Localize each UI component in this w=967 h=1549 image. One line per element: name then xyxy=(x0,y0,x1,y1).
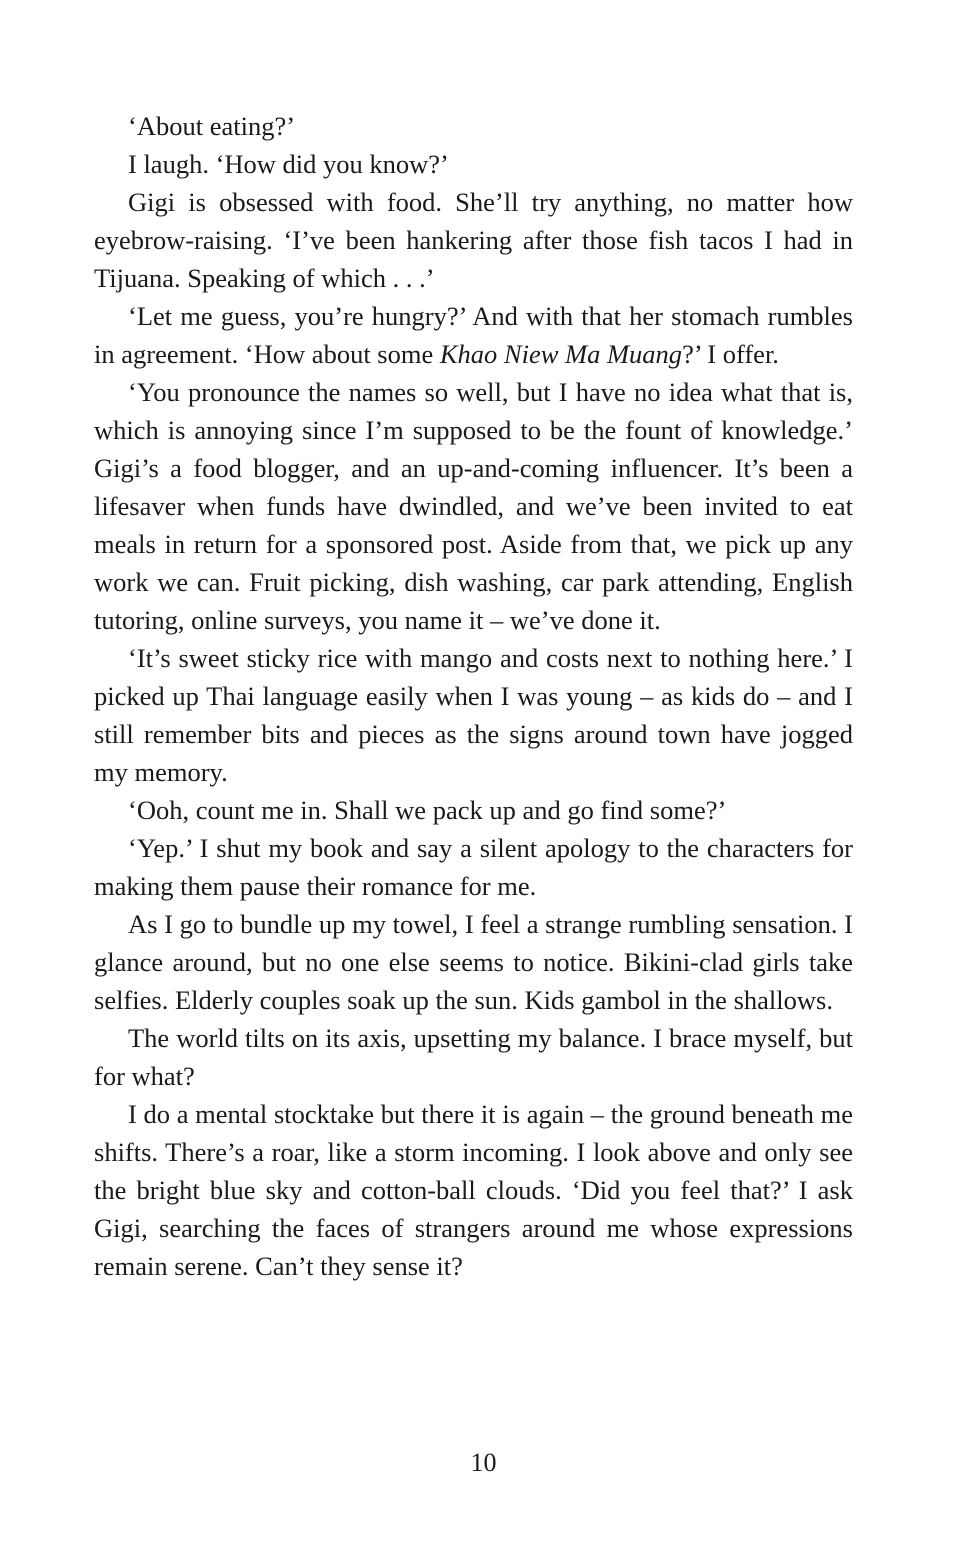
paragraph: ‘You pronounce the names so well, but I have no idea what that is, which is annoying since I’m supposed to be the fount of knowledge.’ Gigi’s a food blogger, and an up-and-coming influencer. It’s been a lifesaver when funds have dwindled, and we’ve been invited to eat meals in return for a sponsored post. Aside from that, we pick up any work we can. Fruit picking, dish washing, car park attending, English tutoring, online surveys, you name it – we’ve done it. xyxy=(94,377,853,635)
paragraph-text: ‘Let me guess, you’re hungry?’ And with that her stomach rumbles in agreement. ‘How about some xyxy=(94,301,853,369)
body-text xyxy=(94,107,853,1285)
paragraph: I laugh. ‘How did you know?’ xyxy=(128,149,449,179)
dish-name-italic: Khao Niew Ma Muang xyxy=(439,339,683,369)
paragraph: The world tilts on its axis, upsetting my balance. I brace myself, but for what? xyxy=(94,1023,853,1091)
paragraph: As I go to bundle up my towel, I feel a strange rumbling sensation. I glance around, but no one else seems to notice. Bikini-clad girls take selfies. Elderly couples soak up the sun. Kids gambol in the shallows. xyxy=(94,909,853,1015)
paragraph: Gigi is obsessed with food. She’ll try anything, no matter how eyebrow-raising. ‘I’ve been hankering after those fish tacos I had in Tijuana. Speaking of which . . .’ xyxy=(94,187,853,293)
paragraph: ‘It’s sweet sticky rice with mango and costs next to nothing here.’ I picked up Thai language easily when I was young – as kids do – and I still remember bits and pieces as the signs around town have jogged my memory. xyxy=(94,643,853,787)
paragraph-text: ?’ I offer. xyxy=(682,339,779,369)
page-number: 10 xyxy=(470,1448,497,1477)
paragraph xyxy=(94,297,853,373)
paragraph: ‘Ooh, count me in. Shall we pack up and go find some?’ xyxy=(128,795,727,825)
paragraph: ‘Yep.’ I shut my book and say a silent apology to the characters for making them pause their romance for me. xyxy=(94,833,853,901)
paragraph: I do a mental stocktake but there it is again – the ground beneath me shifts. There’s a roar, like a storm incoming. I look above and only see the bright blue sky and cotton-ball clouds. ‘Did you feel that?’ I ask Gigi, searching the faces of strangers around me whose expressions remain serene. Can’t they sense it? xyxy=(94,1099,853,1281)
paragraph: ‘About eating?’ xyxy=(128,111,296,141)
